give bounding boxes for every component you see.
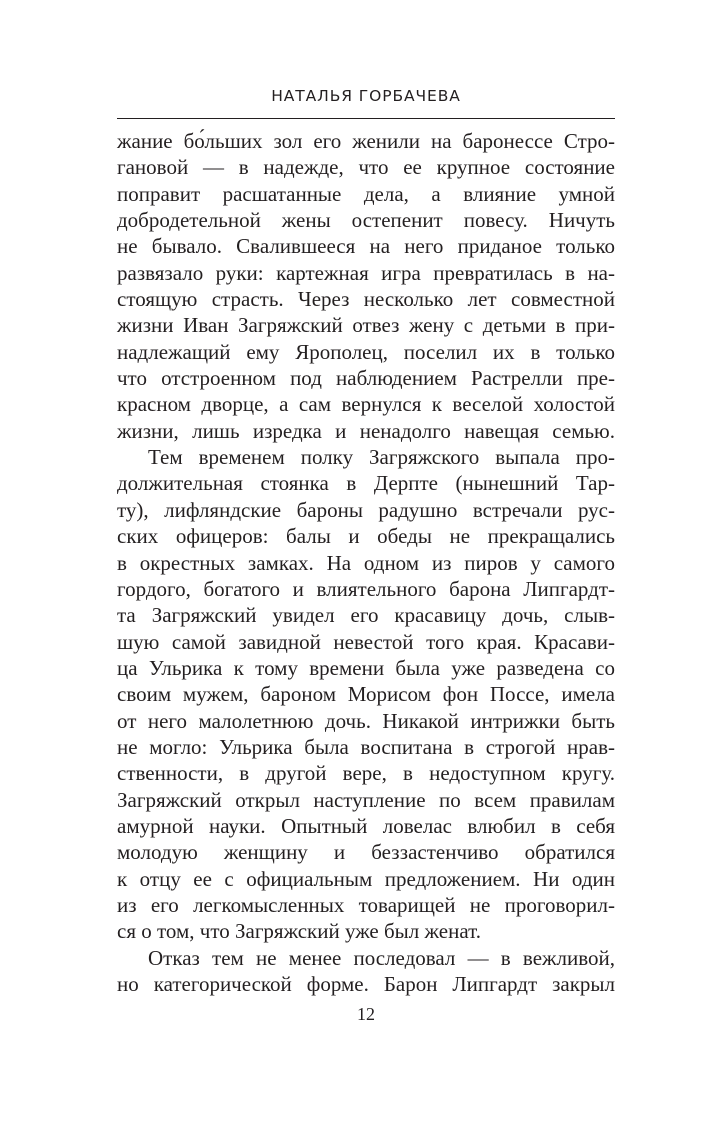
text-line: шую самой завидной невестой того края. Красави- (117, 629, 615, 654)
text-line: гановой — в надежде, что ее крупное состояние (117, 155, 615, 180)
text-line: к отцу ее с официальным предложением. Ни один (117, 866, 615, 891)
text-line: ских офицеров: балы и обеды не прекращались (117, 524, 615, 549)
text-line: в окрестных замках. На одном из пиров у самого (117, 550, 615, 575)
text-line: стоящую страсть. Через несколько лет совместной (117, 287, 615, 312)
text-line: та Загряжский увидел его красавицу дочь, слыв- (117, 603, 615, 628)
text-line: Тем временем полку Загряжского выпала про- (148, 445, 615, 470)
text-line: что отстроенном под наблюдением Растрелли пре- (117, 366, 615, 391)
text-line: ся о том, что Загряжский уже был женат. (117, 919, 481, 944)
text-line: жание бо́льших зол его женили на баронессе Стро- (117, 129, 615, 153)
text-line: своим мужем, бароном Морисом фон Поссе, имела (117, 682, 615, 707)
paragraph (117, 945, 615, 998)
text-line: Отказ тем не менее последовал — в вежливой, (148, 945, 615, 970)
page-number: 12 (357, 1004, 375, 1024)
text-line: не могло: Ульрика была воспитана в строгой нрав- (117, 734, 615, 759)
text-line: гордого, богатого и влиятельного барона Липгардт- (117, 576, 615, 601)
running-head: НАТАЛЬЯ ГОРБАЧЕВА (271, 87, 461, 105)
text-line: добродетельной жены остепенит повесу. Ничуть (117, 208, 615, 233)
text-line: надлежащий ему Ярополец, поселил их в только (117, 339, 615, 364)
text-line: развязало руки: картежная игра превратилась в на- (117, 260, 615, 285)
text-line: но категорической форме. Барон Липгардт закрыл (117, 972, 615, 996)
text-line: амурной науки. Опытный ловелас влюбил в себя (117, 813, 615, 838)
text-line: ственности, в другой вере, в недоступном кругу. (117, 761, 615, 786)
text-line: красном дворце, а сам вернулся к веселой холостой (117, 392, 615, 417)
body-text (117, 128, 615, 997)
text-line: должительная стоянка в Дерпте (нынешний Тар- (117, 471, 615, 496)
text-line: от него малолетнюю дочь. Никакой интрижки быть (117, 708, 615, 733)
text-line: поправит расшатанные дела, а влияние умной (117, 181, 615, 206)
text-line: жизни Иван Загряжский отвез жену с детьми в при- (117, 313, 615, 338)
text-line: ту), лифляндские бароны радушно встречали рус- (117, 497, 615, 522)
text-line: из его легкомысленных товарищей не проговорил- (117, 892, 615, 917)
text-line: молодую женщину и беззастенчиво обратился (117, 840, 615, 865)
header-rule (117, 118, 615, 119)
paragraph (117, 128, 615, 444)
text-line: ца Ульрика к тому времени была уже разведена со (117, 655, 615, 680)
paragraph (117, 444, 615, 945)
text-line: жизни, лишь изредка и ненадолго навещая семью. (117, 418, 615, 443)
text-line: не бывало. Свалившееся на него приданое только (117, 234, 615, 259)
text-line: Загряжский открыл наступление по всем правилам (117, 787, 615, 812)
